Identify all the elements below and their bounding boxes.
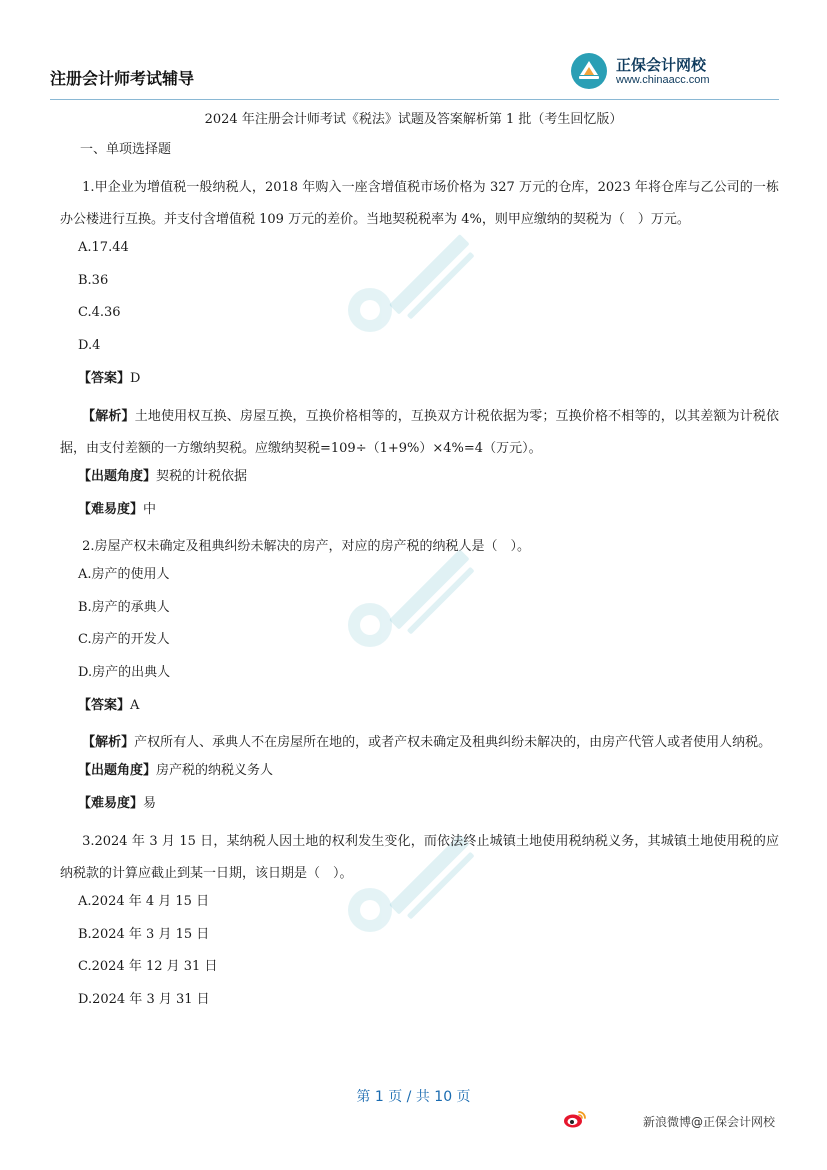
question-2-option-c: C.房产的开发人: [78, 632, 170, 648]
document-body: [60, 139, 779, 1022]
section-title: 一、单项选择题: [80, 142, 172, 157]
answer-value: A: [130, 697, 140, 713]
question-2-option-a: A.房产的使用人: [78, 567, 170, 583]
question-1-option-d: D.4: [78, 338, 101, 354]
analysis-text: 土地使用权互换、房屋互换，互换价格相等的，互换双方计税依据为零；互换价格不相等的，以其差额为计税依据，由支付差额的一方缴纳契税。应缴纳契税=109÷（1+9%）×4%=4（万元）。: [60, 408, 779, 457]
weibo-icon: [563, 1109, 587, 1129]
answer-value: D: [130, 370, 141, 386]
question-2-angle: [60, 760, 779, 793]
question-2-stem: 2.房屋产权未确定及租典纠纷未解决的房产，对应的房产税的纳税人是（ ）。: [82, 539, 530, 555]
angle-label: 【出题角度】: [78, 763, 157, 779]
angle-text: 契税的计税依据: [156, 468, 248, 484]
logo-name: 正保会计网校: [616, 56, 707, 74]
analysis-label: 【解析】: [82, 408, 135, 424]
question-1-option-a: A.17.44: [78, 240, 129, 256]
logo-url: www.chinaacc.com: [616, 74, 710, 86]
header-divider: [50, 99, 779, 100]
question-3-option-d: D.2024 年 3 月 31 日: [78, 992, 210, 1007]
analysis-label: 【解析】: [82, 735, 135, 751]
question-2-option-d: D.房产的出典人: [78, 665, 171, 681]
question-2-analysis: [60, 727, 779, 760]
page-number: 第 1 页 / 共 10 页: [356, 1089, 471, 1105]
question-2-option-b: B.房产的承典人: [78, 599, 170, 615]
answer-label: 【答案】: [78, 370, 131, 386]
difficulty-value: 易: [143, 795, 157, 811]
question-2-difficulty: [60, 793, 779, 826]
question-1-answer: [60, 368, 779, 401]
question-1-option-c: C.4.36: [78, 305, 121, 321]
question-3-option-a: A.2024 年 4 月 15 日: [78, 893, 210, 909]
document-title: 2024 年注册会计师考试《税法》试题及答案解析第 1 批（考生回忆版）: [204, 112, 623, 127]
logo-emblem-icon: [570, 52, 608, 90]
question-1-option-b: B.36: [78, 272, 109, 288]
difficulty-label: 【难易度】: [78, 795, 144, 811]
question-3-option-b: B.2024 年 3 月 15 日: [78, 926, 210, 942]
question-1-angle: [60, 466, 779, 499]
question-3-stem: 3.2024 年 3 月 15 日，某纳税人因土地的权利发生变化，而依法终止城镇土地使用税纳税义务，其城镇土地使用税的应纳税款的计算应截止到某一日期，该日期是（ ）。: [60, 833, 779, 882]
angle-text: 房产税的纳税义务人: [156, 763, 274, 779]
difficulty-value: 中: [143, 501, 157, 517]
question-3-option-c: C.2024 年 12 月 31 日: [78, 959, 218, 975]
analysis-text: 产权所有人、承典人不在房屋所在地的，或者产权未确定及租典纠纷未解决的，由房产代管人或者使用人纳税。: [134, 735, 772, 751]
weibo-handle: 新浪微博@正保会计网校: [643, 1115, 776, 1129]
question-2-answer: [60, 695, 779, 728]
header-title: 注册会计师考试辅导: [50, 69, 195, 88]
difficulty-label: 【难易度】: [78, 501, 144, 517]
answer-label: 【答案】: [78, 697, 131, 713]
angle-label: 【出题角度】: [78, 468, 157, 484]
question-1-analysis: [60, 401, 779, 466]
question-1-difficulty: [60, 499, 779, 532]
brand-logo: [570, 52, 730, 94]
question-1-stem: 1.甲企业为增值税一般纳税人，2018 年购入一座含增值税市场价格为 327 万元的仓库，2023 年将仓库与乙公司的一栋办公楼进行互换。并支付含增值税 109 万元的差价。当地契税税率为 4%，则甲应缴纳的契税为（ ）万元。: [60, 179, 779, 228]
